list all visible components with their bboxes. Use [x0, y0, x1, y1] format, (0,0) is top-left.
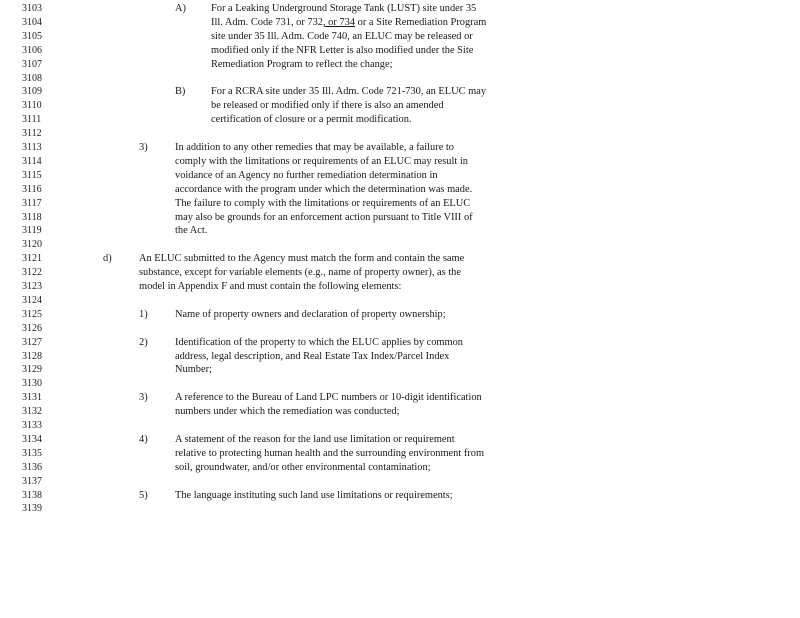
line-number: 3123 — [22, 281, 42, 292]
item-a-text: For a Leaking Underground Storage Tank (LUST) site under 35 — [211, 3, 477, 14]
item-d3-text: A reference to the Bureau of Land LPC numbers or 10-digit identification — [175, 392, 482, 403]
text-segment: Ill. Adm. Code 731, or 732 — [211, 17, 323, 28]
item-3-text: accordance with the program under which the determination was made. — [175, 184, 473, 195]
line-number: 3121 — [22, 253, 42, 264]
line-number: 3132 — [22, 406, 42, 417]
item-marker: 1) — [139, 309, 148, 320]
line-number: 3116 — [22, 184, 42, 195]
text-segment: or a Site Remediation Program — [355, 17, 487, 28]
item-marker: B) — [175, 86, 186, 97]
line-number: 3118 — [22, 212, 42, 223]
item-marker: 3) — [139, 392, 148, 403]
line-number: 3105 — [22, 31, 42, 42]
item-d4-text: A statement of the reason for the land use limitation or requirement — [175, 434, 455, 445]
item-marker: 2) — [139, 337, 148, 348]
item-3-text: The failure to comply with the limitations or requirements of an ELUC — [175, 198, 471, 209]
line-number: 3109 — [22, 86, 42, 97]
line-number: 3130 — [22, 378, 42, 389]
item-d4-text: soil, groundwater, and/or other environmental contamination; — [175, 462, 431, 473]
item-d2-text: Identification of the property to which the ELUC applies by common — [175, 337, 463, 348]
item-a-text: modified only if the NFR Letter is also modified under the Site — [211, 45, 474, 56]
line-number: 3127 — [22, 337, 42, 348]
line-number: 3113 — [22, 142, 42, 153]
line-number: 3122 — [22, 267, 42, 278]
item-marker: A) — [175, 3, 186, 14]
item-3-text: may also be grounds for an enforcement action pursuant to Title VIII of — [175, 212, 473, 223]
item-d5-text: The language instituting such land use limitations or requirements; — [175, 490, 453, 501]
item-marker: 5) — [139, 490, 148, 501]
line-number: 3107 — [22, 59, 42, 70]
item-d2-text: address, legal description, and Real Estate Tax Index/Parcel Index — [175, 351, 450, 362]
item-3-text: the Act. — [175, 225, 208, 236]
line-number: 3103 — [22, 3, 42, 14]
line-number: 3138 — [22, 490, 42, 501]
line-number: 3131 — [22, 392, 42, 403]
line-number: 3134 — [22, 434, 42, 445]
inserted-text: , or 734 — [322, 17, 356, 28]
line-number: 3111 — [22, 114, 42, 125]
item-a-text: site under 35 Ill. Adm. Code 740, an ELUC may be released or — [211, 31, 473, 42]
line-number: 3117 — [22, 198, 42, 209]
line-number: 3124 — [22, 295, 42, 306]
item-a-text — [211, 17, 486, 29]
item-b-text: certification of closure or a permit modification. — [211, 114, 412, 125]
line-number: 3135 — [22, 448, 42, 459]
item-d2-text: Number; — [175, 364, 212, 375]
line-number: 3104 — [22, 17, 42, 28]
line-number: 3128 — [22, 351, 42, 362]
line-number: 3106 — [22, 45, 42, 56]
line-number: 3110 — [22, 100, 42, 111]
line-number: 3137 — [22, 476, 42, 487]
item-b-text: be released or modified only if there is also an amended — [211, 100, 444, 111]
item-d4-text: relative to protecting human health and the surrounding environment from — [175, 448, 485, 459]
item-marker: 3) — [139, 142, 148, 153]
line-number: 3126 — [22, 323, 42, 334]
section-d-text: model in Appendix F and must contain the following elements: — [139, 281, 402, 292]
line-number: 3136 — [22, 462, 42, 473]
line-number: 3120 — [22, 239, 42, 250]
item-3-text: voidance of an Agency no further remediation determination in — [175, 170, 438, 181]
line-number: 3115 — [22, 170, 42, 181]
line-number: 3119 — [22, 225, 42, 236]
line-number: 3139 — [22, 503, 42, 514]
line-number: 3114 — [22, 156, 42, 167]
item-d3-text: numbers under which the remediation was conducted; — [175, 406, 400, 417]
section-d-text: An ELUC submitted to the Agency must match the form and contain the same — [139, 253, 465, 264]
section-marker: d) — [103, 253, 112, 264]
item-d1-text: Name of property owners and declaration of property ownership; — [175, 309, 446, 320]
line-number: 3112 — [22, 128, 42, 139]
item-a-text: Remediation Program to reflect the change; — [211, 59, 393, 70]
line-number: 3108 — [22, 73, 42, 84]
item-3-text: comply with the limitations or requirements of an ELUC may result in — [175, 156, 468, 167]
item-3-text: In addition to any other remedies that may be available, a failure to — [175, 142, 454, 153]
line-number: 3129 — [22, 364, 42, 375]
item-marker: 4) — [139, 434, 148, 445]
item-b-text: For a RCRA site under 35 Ill. Adm. Code 721-730, an ELUC may — [211, 86, 487, 97]
line-number: 3125 — [22, 309, 42, 320]
section-d-text: substance, except for variable elements (e.g., name of property owner), as the — [139, 267, 461, 278]
line-number: 3133 — [22, 420, 42, 431]
